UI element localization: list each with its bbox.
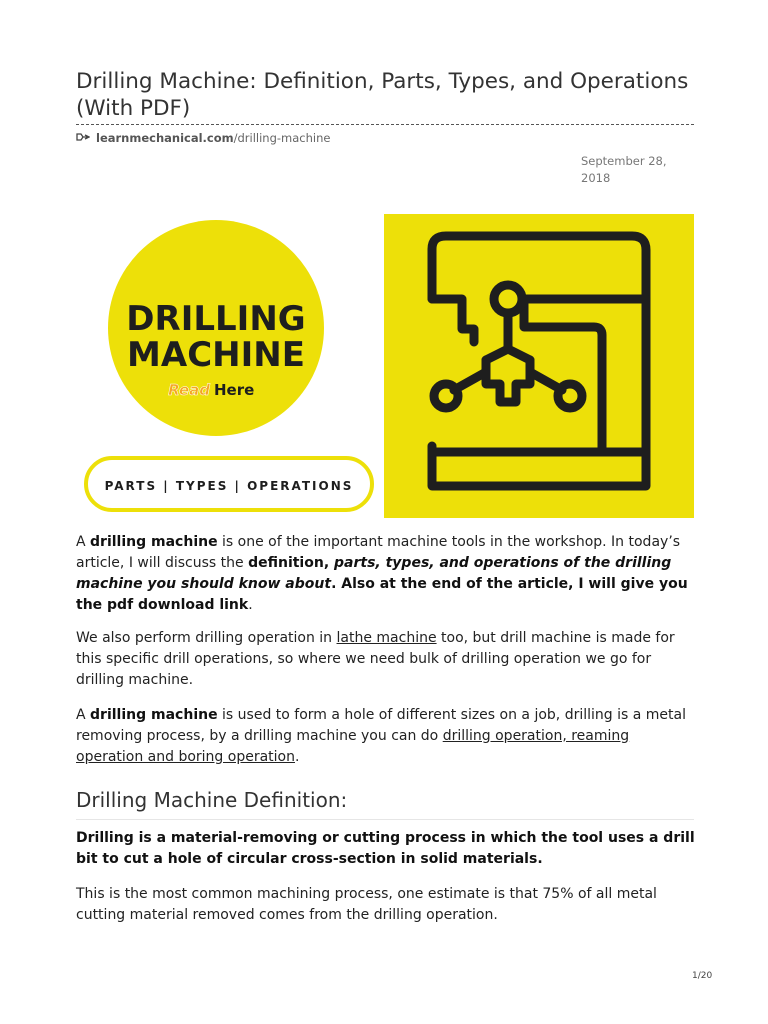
usage-paragraph: A drilling machine is used to form a hole of different sizes on a job, drilling is a metal removing process, by a drilling machine you can do drilling operation, reaming operation and boring operation.	[76, 707, 686, 765]
article-title: Drilling Machine: Definition, Parts, Types, and Operations (With PDF)	[76, 69, 689, 121]
drilling-machine-hero-image	[76, 214, 381, 518]
source-line	[76, 131, 330, 145]
lathe-machine-link[interactable]: lathe machine	[336, 630, 437, 646]
source-path[interactable]: /drilling-machine	[233, 131, 331, 145]
section-divider	[76, 819, 694, 820]
operations-link[interactable]: drilling operation, reaming operation and boring operation	[76, 728, 630, 765]
hero-banner-text: PARTS | TYPES | OPERATIONS	[104, 479, 354, 493]
source-domain[interactable]: learnmechanical.com	[96, 131, 234, 145]
hero-read: Read	[168, 381, 210, 399]
estimate-paragraph: This is the most common machining process, one estimate is that 75% of all metal cutting material removed comes from the drilling operation.	[76, 886, 657, 923]
page-number: 1/20	[692, 971, 713, 981]
hero-line1: DRILLING	[126, 299, 306, 339]
link-icon	[76, 132, 90, 144]
drill-press-icon	[384, 214, 694, 518]
hero-line2: MACHINE	[127, 335, 305, 375]
lathe-paragraph: We also perform drilling operation in lathe machine too, but drill machine is made for this specific drill operations, so where we need bulk of drilling operation we go for drilling machine.	[76, 630, 675, 688]
section-heading: Drilling Machine Definition:	[76, 788, 348, 812]
definition-paragraph: Drilling is a material-removing or cutting process in which the tool uses a drill bit to cut a hole of circular cross-section in solid materials.	[76, 830, 695, 867]
intro-paragraph: A drilling machine is one of the important machine tools in the workshop. In today’s article, I will discuss the definition, parts, types, and operations of the drilling machine you should know about. Also at the end of the article, I will give you the pdf download link.	[76, 534, 688, 613]
title-divider	[76, 124, 694, 125]
publish-date: September 28, 2018	[581, 154, 667, 185]
hero-here: Here	[214, 381, 255, 399]
